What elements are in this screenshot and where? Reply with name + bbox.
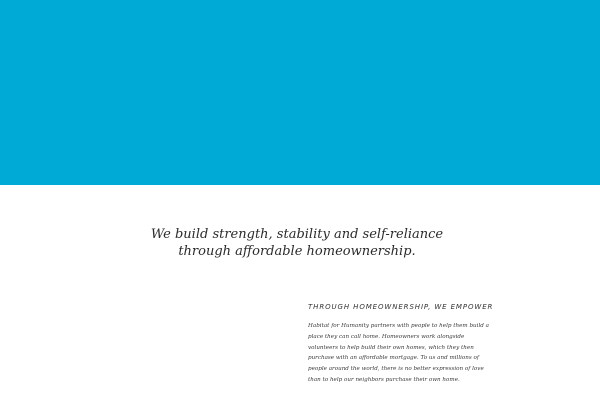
section-body (308, 321, 508, 386)
body-line: volunteers to help build their own homes, which they then (308, 344, 474, 351)
section-heading: THROUGH HOMEOWNERSHIP, WE EMPOWER (308, 303, 494, 311)
body-line: Habitat for Humanity partners with people to help them build a (308, 323, 489, 329)
body-line: people around the world, there is no better expression of love (308, 366, 484, 373)
tagline-line: We build strength, stability and self-reliance (150, 227, 444, 242)
body-line: than to help our neighbors purchase their own home. (308, 376, 460, 383)
mission-tagline (150, 226, 444, 260)
empower-section (308, 303, 508, 386)
body-line: place they can call home. Homeowners work alongside (308, 333, 465, 340)
tagline-line: through affordable homeownership. (178, 244, 416, 259)
body-line: purchase with an affordable mortgage. To us and millions of (308, 355, 479, 362)
hero-banner (0, 0, 600, 185)
